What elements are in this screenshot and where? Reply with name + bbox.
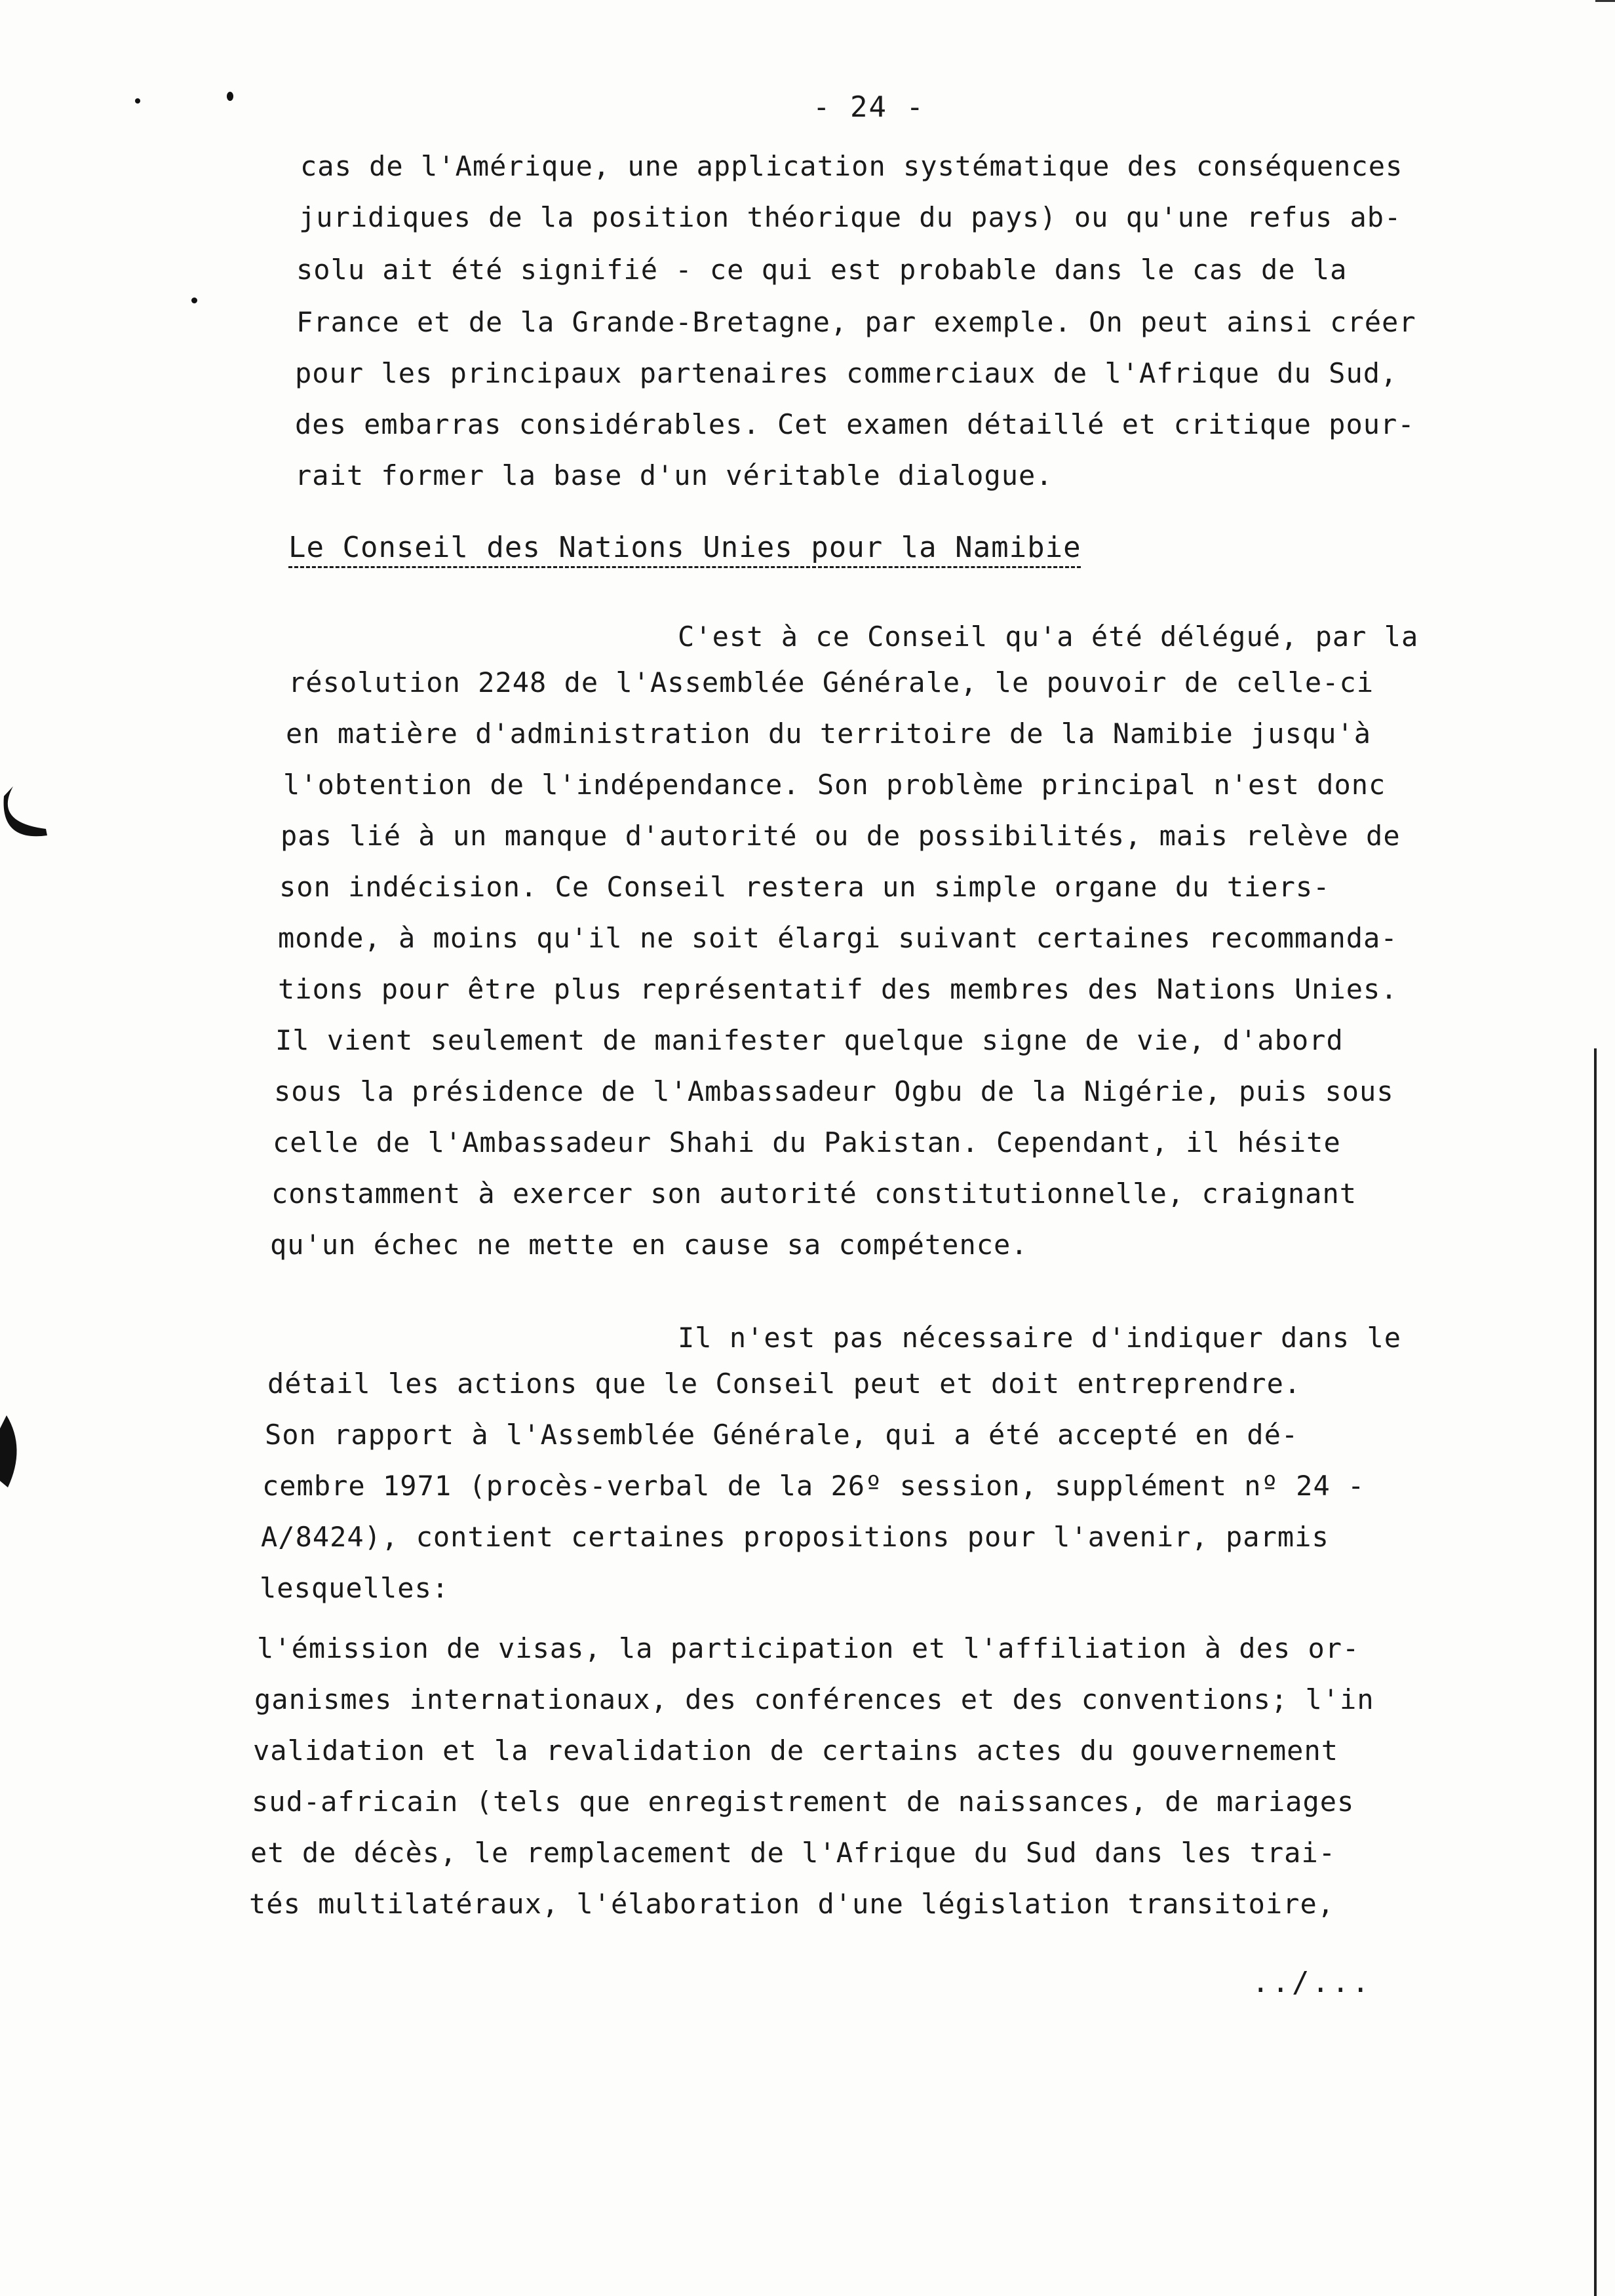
text-line: et de décès, le remplacement de l'Afrique du Sud dans les trai- [250,1837,1336,1869]
text-line: sous la présidence de l'Ambassadeur Ogbu de la Nigérie, puis sous [274,1075,1394,1107]
scan-edge-top [1595,0,1615,2]
scan-speck-3 [191,297,197,303]
text-line: résolution 2248 de l'Assemblée Générale, le pouvoir de celle-ci [288,666,1374,698]
binder-hole-mark [0,783,51,842]
text-line: pas lié à un manque d'autorité ou de possibilités, mais relève de [281,820,1401,852]
text-line: A/8424), contient certaines propositions pour l'avenir, parmis [261,1521,1329,1553]
text-line: pour les principaux partenaires commerciaux de l'Afrique du Sud, [295,357,1398,389]
scan-speck-1 [135,98,140,104]
text-line: des embarras considérables. Cet examen détaillé et critique pour- [295,408,1415,440]
text-line: celle de l'Ambassadeur Shahi du Pakistan. Cependant, il hésite [273,1126,1341,1158]
text-line: juridiques de la position théorique du pays) ou qu'une refus ab- [299,201,1402,233]
text-line: solu ait été signifié - ce qui est probable dans le cas de la [296,254,1348,286]
text-line: son indécision. Ce Conseil restera un simple organe du tiers- [279,871,1331,903]
binder-hole-mark-2 [0,1415,26,1487]
page-number: - 24 - [813,90,925,124]
scan-edge-right [1594,1048,1597,2296]
scan-speck-2 [227,92,233,101]
text-line: tions pour être plus représentatif des membres des Nations Unies. [278,973,1398,1005]
text-line: ganismes internationaux, des conférences et des conventions; l'in [254,1683,1374,1715]
text-line: détail les actions que le Conseil peut et doit entreprendre. [267,1368,1302,1400]
text-line: Il vient seulement de manifester quelque signe de vie, d'abord [275,1024,1344,1056]
text-line: en matière d'administration du territoire de la Namibie jusqu'à [286,718,1372,750]
text-line: monde, à moins qu'il ne soit élargi suivant certaines recommanda- [278,922,1398,954]
section-heading: Le Conseil des Nations Unies pour la Namibie [288,531,1081,564]
text-line: validation et la revalidation de certains actes du gouvernement [253,1734,1339,1767]
text-line: cas de l'Amérique, une application systématique des conséquences [300,150,1403,182]
text-line: sud-africain (tels que enregistrement de naissances, de mariages [252,1786,1355,1818]
text-line: France et de la Grande-Bretagne, par exemple. On peut ainsi créer [296,306,1416,338]
text-line: lesquelles: [260,1572,450,1604]
text-line: l'obtention de l'indépendance. Son problème principal n'est donc [283,769,1386,801]
text-line: Son rapport à l'Assemblée Générale, qui a été accepté en dé- [265,1419,1299,1451]
continuation-mark: ../... [1252,1966,1372,1999]
text-line: tés multilatéraux, l'élaboration d'une législation transitoire, [249,1888,1335,1920]
text-line: cembre 1971 (procès-verbal de la 26º session, supplément nº 24 - [262,1470,1365,1502]
text-line: rait former la base d'un véritable dialogue. [295,459,1053,491]
text-line: qu'un échec ne mette en cause sa compétence. [270,1229,1028,1261]
text-line: constamment à exercer son autorité constitutionnelle, craignant [271,1177,1357,1210]
text-line: C'est à ce Conseil qu'a été délégué, par la [678,621,1419,653]
text-line: Il n'est pas nécessaire d'indiquer dans le [678,1322,1402,1354]
text-line: l'émission de visas, la participation et l'affiliation à des or- [257,1632,1360,1664]
